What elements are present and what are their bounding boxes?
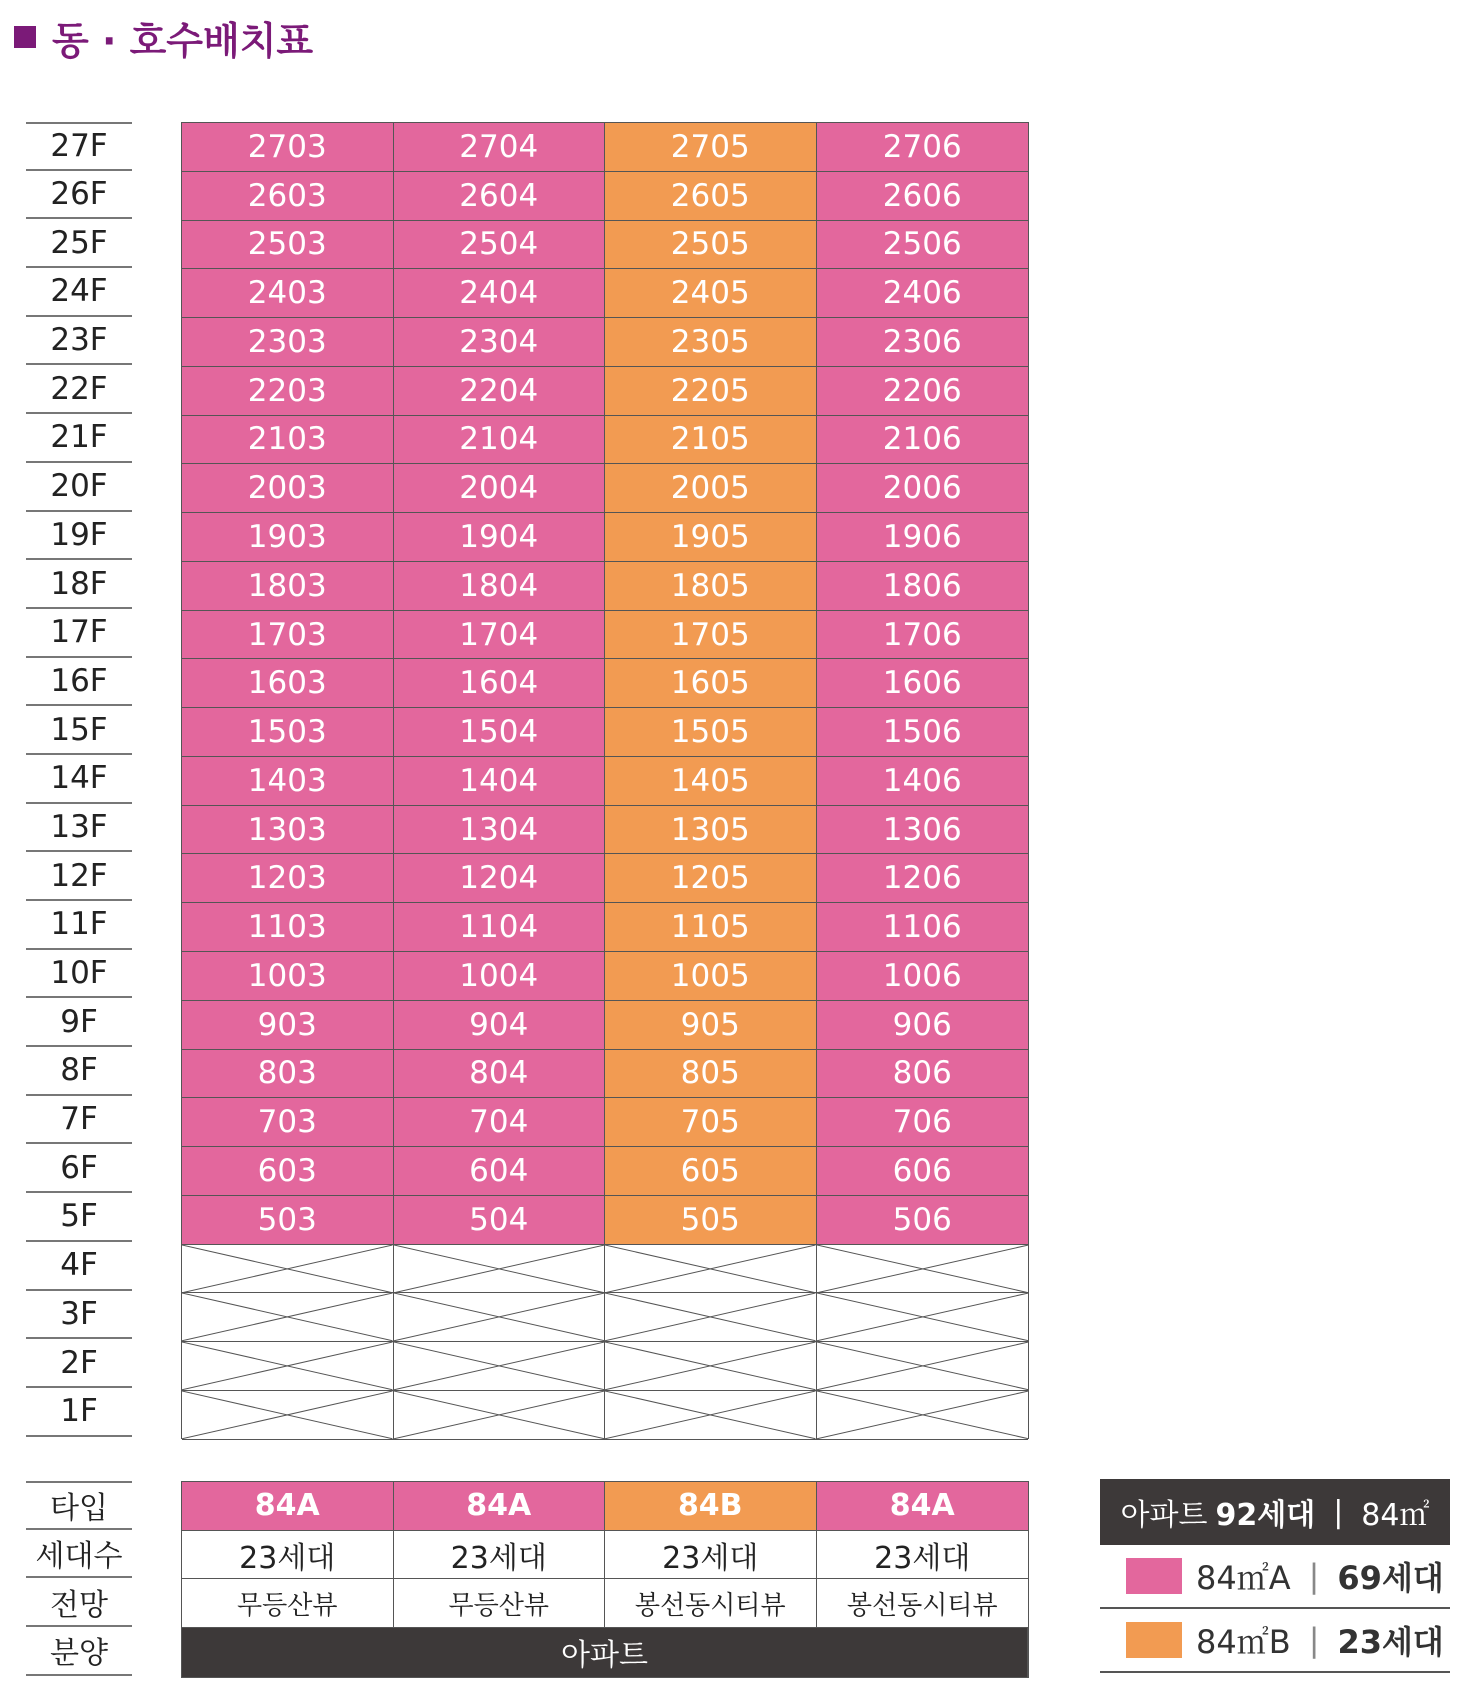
view-cell: 무등산뷰 <box>182 1579 394 1628</box>
unit-cell: 2203 <box>182 367 394 416</box>
floor-label: 26F <box>26 171 132 220</box>
unit-cell: 1203 <box>182 854 394 903</box>
no-unit-cell <box>182 1391 394 1440</box>
legend-header-sep: | <box>1333 1494 1344 1530</box>
unit-cell: 2303 <box>182 318 394 367</box>
unit-cell: 805 <box>605 1050 817 1099</box>
unit-cell: 1006 <box>817 952 1029 1001</box>
floor-label: 25F <box>26 219 132 268</box>
unit-cell: 2603 <box>182 172 394 221</box>
no-unit-cell <box>817 1293 1029 1342</box>
unit-cell: 1304 <box>394 806 606 855</box>
no-unit-cell <box>817 1245 1029 1294</box>
unit-cell: 2204 <box>394 367 606 416</box>
unit-cell: 1206 <box>817 854 1029 903</box>
floor-label: 23F <box>26 317 132 366</box>
unit-cell: 1506 <box>817 708 1029 757</box>
no-unit-cell <box>182 1293 394 1342</box>
no-unit-cell <box>394 1245 606 1294</box>
unit-cell: 2005 <box>605 464 817 513</box>
unit-cell: 1504 <box>394 708 606 757</box>
unit-cell: 1104 <box>394 903 606 952</box>
cross-hatch-icon <box>817 1245 1029 1293</box>
unit-grid <box>181 122 1029 1439</box>
unit-cell: 1803 <box>182 562 394 611</box>
cross-hatch-icon <box>817 1293 1029 1341</box>
unit-cell: 505 <box>605 1196 817 1245</box>
no-unit-cell <box>182 1342 394 1391</box>
unit-cell: 1804 <box>394 562 606 611</box>
no-unit-cell <box>817 1342 1029 1391</box>
unit-cell: 1205 <box>605 854 817 903</box>
unit-cell: 1503 <box>182 708 394 757</box>
floor-label: 16F <box>26 658 132 707</box>
cross-hatch-icon <box>817 1391 1029 1439</box>
cross-hatch-icon <box>394 1391 605 1439</box>
unit-cell: 1306 <box>817 806 1029 855</box>
unit-cell: 803 <box>182 1050 394 1099</box>
floor-label: 8F <box>26 1047 132 1096</box>
unit-cell: 2103 <box>182 416 394 465</box>
type-cell: 84B <box>605 1482 817 1531</box>
unit-cell: 603 <box>182 1147 394 1196</box>
floor-label: 9F <box>26 998 132 1047</box>
no-unit-cell <box>605 1391 817 1440</box>
square-bullet-icon <box>14 26 36 48</box>
unit-cell: 1105 <box>605 903 817 952</box>
cross-hatch-icon <box>394 1342 605 1390</box>
info-label: 타입 <box>26 1481 132 1530</box>
floor-label: 21F <box>26 414 132 463</box>
no-unit-cell <box>394 1391 606 1440</box>
unit-cell: 703 <box>182 1098 394 1147</box>
unit-cell: 704 <box>394 1098 606 1147</box>
unit-cell: 1903 <box>182 513 394 562</box>
unit-cell: 606 <box>817 1147 1029 1196</box>
legend-item-b-sep: | <box>1308 1621 1320 1659</box>
unit-cell: 604 <box>394 1147 606 1196</box>
households-cell: 23세대 <box>605 1531 817 1580</box>
unit-cell: 1905 <box>605 513 817 562</box>
view-cell: 무등산뷰 <box>394 1579 606 1628</box>
unit-cell: 1603 <box>182 659 394 708</box>
unit-cell: 903 <box>182 1001 394 1050</box>
floor-label: 14F <box>26 755 132 804</box>
info-label: 전망 <box>26 1578 132 1627</box>
unit-cell: 503 <box>182 1196 394 1245</box>
unit-cell: 905 <box>605 1001 817 1050</box>
unit-cell: 1706 <box>817 611 1029 660</box>
legend <box>1100 1479 1450 1673</box>
unit-cell: 1705 <box>605 611 817 660</box>
unit-cell: 2405 <box>605 269 817 318</box>
unit-cell: 2604 <box>394 172 606 221</box>
unit-cell: 1403 <box>182 757 394 806</box>
unit-cell: 2304 <box>394 318 606 367</box>
unit-cell: 2605 <box>605 172 817 221</box>
floor-label: 20F <box>26 463 132 512</box>
legend-header-area: 84㎡ <box>1361 1498 1430 1533</box>
unit-cell: 2706 <box>817 123 1029 172</box>
floor-label: 13F <box>26 804 132 853</box>
unit-cell: 2404 <box>394 269 606 318</box>
unit-cell: 1003 <box>182 952 394 1001</box>
unit-cell: 806 <box>817 1050 1029 1099</box>
legend-swatch-a <box>1126 1558 1182 1594</box>
unit-cell: 1605 <box>605 659 817 708</box>
cross-hatch-icon <box>394 1245 605 1293</box>
unit-cell: 804 <box>394 1050 606 1099</box>
no-unit-cell <box>394 1342 606 1391</box>
unit-cell: 706 <box>817 1098 1029 1147</box>
info-label: 세대수 <box>26 1530 132 1579</box>
unit-cell: 2105 <box>605 416 817 465</box>
legend-item-a-label: 84㎡A <box>1196 1559 1291 1597</box>
floor-label: 11F <box>26 901 132 950</box>
cross-hatch-icon <box>605 1245 816 1293</box>
unit-cell: 1405 <box>605 757 817 806</box>
unit-cell: 1704 <box>394 611 606 660</box>
legend-header <box>1100 1479 1450 1545</box>
type-cell: 84A <box>182 1482 394 1531</box>
unit-cell: 705 <box>605 1098 817 1147</box>
unit-cell: 2504 <box>394 221 606 270</box>
legend-item-b-label: 84㎡B <box>1196 1623 1291 1661</box>
unit-cell: 2106 <box>817 416 1029 465</box>
unit-cell: 2306 <box>817 318 1029 367</box>
unit-cell: 2104 <box>394 416 606 465</box>
floor-label: 10F <box>26 950 132 999</box>
no-unit-cell <box>182 1245 394 1294</box>
floor-label: 2F <box>26 1339 132 1388</box>
unit-cell: 2205 <box>605 367 817 416</box>
unit-cell: 605 <box>605 1147 817 1196</box>
legend-swatch-b <box>1126 1622 1182 1658</box>
cross-hatch-icon <box>605 1391 816 1439</box>
floor-label: 15F <box>26 706 132 755</box>
unit-cell: 1303 <box>182 806 394 855</box>
unit-cell: 2003 <box>182 464 394 513</box>
unit-cell: 2505 <box>605 221 817 270</box>
floor-label: 12F <box>26 852 132 901</box>
unit-cell: 906 <box>817 1001 1029 1050</box>
unit-cell: 2403 <box>182 269 394 318</box>
unit-cell: 2704 <box>394 123 606 172</box>
floor-label: 24F <box>26 268 132 317</box>
floor-label: 22F <box>26 365 132 414</box>
cross-hatch-icon <box>182 1342 393 1390</box>
cross-hatch-icon <box>605 1342 816 1390</box>
no-unit-cell <box>605 1245 817 1294</box>
legend-item-a <box>1100 1545 1450 1609</box>
unit-cell: 2606 <box>817 172 1029 221</box>
legend-item-b <box>1100 1609 1450 1673</box>
sale-cell: 아파트 <box>182 1628 1028 1677</box>
type-cell: 84A <box>394 1482 606 1531</box>
no-unit-cell <box>605 1342 817 1391</box>
unit-cell: 1505 <box>605 708 817 757</box>
legend-item-a-count: 69세대 <box>1337 1559 1444 1597</box>
unit-cell: 1606 <box>817 659 1029 708</box>
unit-cell: 1805 <box>605 562 817 611</box>
legend-item-b-count: 23세대 <box>1337 1623 1444 1661</box>
households-cell: 23세대 <box>817 1531 1029 1580</box>
floor-label: 17F <box>26 609 132 658</box>
unit-cell: 2506 <box>817 221 1029 270</box>
unit-cell: 504 <box>394 1196 606 1245</box>
unit-cell: 1604 <box>394 659 606 708</box>
floor-label: 18F <box>26 560 132 609</box>
unit-cell: 2006 <box>817 464 1029 513</box>
unit-cell: 1106 <box>817 903 1029 952</box>
unit-cell: 1005 <box>605 952 817 1001</box>
floor-label: 27F <box>26 122 132 171</box>
households-cell: 23세대 <box>394 1531 606 1580</box>
floor-label: 4F <box>26 1242 132 1291</box>
info-label: 분양 <box>26 1627 132 1676</box>
unit-cell: 1305 <box>605 806 817 855</box>
no-unit-cell <box>394 1293 606 1342</box>
unit-cell: 1404 <box>394 757 606 806</box>
info-labels <box>26 1481 132 1676</box>
unit-cell: 2004 <box>394 464 606 513</box>
info-grid <box>181 1481 1029 1678</box>
floor-label: 19F <box>26 512 132 561</box>
unit-cell: 1703 <box>182 611 394 660</box>
page-title-text: 동 · 호수배치표 <box>52 18 314 63</box>
unit-cell: 2206 <box>817 367 1029 416</box>
no-unit-cell <box>605 1293 817 1342</box>
floor-label: 7F <box>26 1096 132 1145</box>
unit-cell: 2705 <box>605 123 817 172</box>
unit-cell: 1103 <box>182 903 394 952</box>
cross-hatch-icon <box>817 1342 1029 1390</box>
cross-hatch-icon <box>394 1293 605 1341</box>
legend-header-count: 92세대 <box>1215 1498 1316 1533</box>
unit-cell: 1806 <box>817 562 1029 611</box>
floor-label: 6F <box>26 1144 132 1193</box>
unit-cell: 2503 <box>182 221 394 270</box>
view-cell: 봉선동시티뷰 <box>817 1579 1029 1628</box>
cross-hatch-icon <box>182 1245 393 1293</box>
page-title <box>14 10 313 64</box>
unit-cell: 1904 <box>394 513 606 562</box>
floor-label: 1F <box>26 1388 132 1437</box>
unit-cell: 1004 <box>394 952 606 1001</box>
unit-cell: 1406 <box>817 757 1029 806</box>
legend-header-prefix: 아파트 <box>1120 1498 1208 1533</box>
no-unit-cell <box>817 1391 1029 1440</box>
cross-hatch-icon <box>182 1293 393 1341</box>
unit-cell: 506 <box>817 1196 1029 1245</box>
floor-label: 3F <box>26 1291 132 1340</box>
unit-cell: 904 <box>394 1001 606 1050</box>
legend-item-a-sep: | <box>1308 1557 1320 1595</box>
unit-cell: 2406 <box>817 269 1029 318</box>
unit-cell: 1906 <box>817 513 1029 562</box>
households-cell: 23세대 <box>182 1531 394 1580</box>
unit-cell: 2703 <box>182 123 394 172</box>
cross-hatch-icon <box>605 1293 816 1341</box>
cross-hatch-icon <box>182 1391 393 1439</box>
floor-label: 5F <box>26 1193 132 1242</box>
view-cell: 봉선동시티뷰 <box>605 1579 817 1628</box>
floor-labels <box>26 122 132 1437</box>
unit-cell: 1204 <box>394 854 606 903</box>
unit-cell: 2305 <box>605 318 817 367</box>
type-cell: 84A <box>817 1482 1029 1531</box>
